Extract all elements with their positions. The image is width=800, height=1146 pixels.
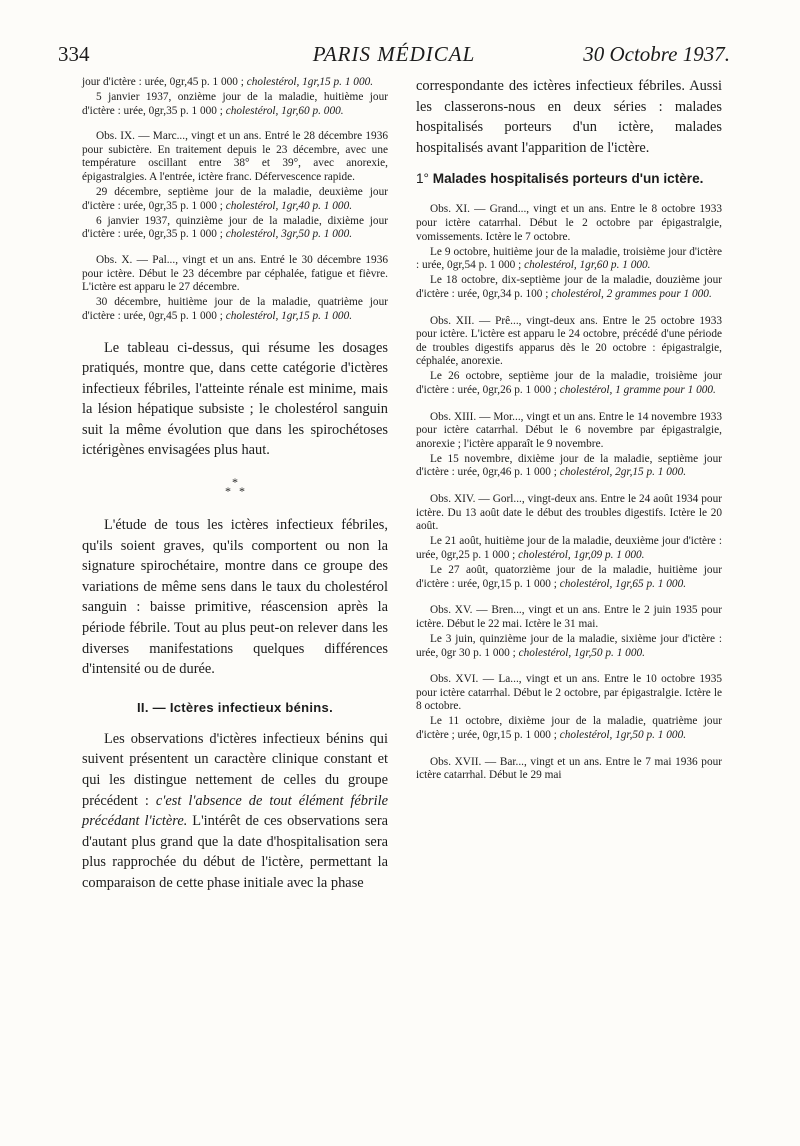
paragraph: 29 décembre, septième jour de la maladie, deuxième jour d'ictère : urée, 0gr,35 p. 1 000 ; cholestérol, 1gr,40 p. 1 000. [82,186,388,212]
observation-x: Obs. X. — Pal..., vingt et un ans. Entré le 30 décembre 1936 pour ictère. Début le 23 décembre par céphalée, fatigue et fièvre. L'ictère est apparu le 27 décembre. [82,254,388,294]
body-paragraph: Le tableau ci-dessus, qui résume les dosages pratiqués, montre que, dans cette catégorie d'ictères infectieux fébriles, l'atteinte rénale est minime, mais la lésion hépatique subsiste ; le cholestérol sanguin suit la même évolution que dans les spirochétoses ictérigènes envisagées plus haut. [82,339,388,459]
observation-xv: Obs. XV. — Bren..., vingt et un ans. Entre le 2 juin 1935 pour ictère. Début le 22 mai. Ictère le 31 mai. [416,604,722,630]
paragraph: 30 décembre, huitième jour de la maladie, quatrième jour d'ictère : urée, 0gr,45 p. 1 000 ; cholestérol, 1gr,15 p. 1 000. [82,296,388,322]
observation-xvii: Obs. XVII. — Bar..., vingt et un ans. Entre le 7 mai 1936 pour ictère catarrhal. Début le 29 mai [416,755,722,782]
paragraph: Le 11 octobre, dixième jour de la maladie, quatrième jour d'ictère ; urée, 0gr,15 p. 1 000 ; cholestérol, 1gr,50 p. 1 000. [416,715,722,741]
paragraph: Le 26 octobre, septième jour de la maladie, troisième jour d'ictère : urée, 0gr,26 p. 1 000 ; cholestérol, 1 gramme pour 1 000. [416,370,722,396]
observation-xiv: Obs. XIV. — Gorl..., vingt-deux ans. Entre le 24 août 1934 pour ictère. Du 13 août date le début des troubles digestifs. Ictère le 20 août. [416,493,722,533]
subsection-heading: 1° Malades hospitalisés porteurs d'un ictère. [416,171,704,187]
page-header [58,42,730,72]
body-paragraph: correspondante des ictères infectieux fébriles. Aussi les classerons-nous en deux séries : malades hospitalisés porteurs d'un ictère, malades hospitalisés avant l'apparition de l'ictère. [416,78,722,156]
paragraph: Le 15 novembre, dixième jour de la maladie, septième jour d'ictère : urée, 0gr,46 p. 1 000 ; cholestérol, 2gr,15 p. 1 000. [416,452,722,479]
left-column [82,76,388,894]
paragraph: 5 janvier 1937, onzième jour de la maladie, huitième jour d'ictère : urée, 0gr,35 p. 1 000 ; cholestérol, 1gr,60 p. 000. [82,91,388,117]
asterism-separator [82,469,388,511]
paragraph: Le 18 octobre, dix-septième jour de la maladie, douzième jour d'ictère : urée, 0gr,34 p. 100 ; cholestérol, 2 grammes pour 1 000. [416,274,722,300]
page-number: 334 [58,42,90,66]
paragraph: Le 9 octobre, huitième jour de la maladie, troisième jour d'ictère : urée, 0gr,54 p. 1 000 ; cholestérol, 1gr,60 p. 1 000. [416,245,722,272]
issue-date: 30 Octobre 1937. [583,42,730,66]
section-heading: II. — Ictères infectieux bénins. [137,699,333,715]
observation-xvi: Obs. XVI. — La..., vingt et un ans. Entre le 10 octobre 1935 pour ictère catarrhal. Début le 2 octobre, par épigastralgie. Ictère le 8 octobre. [416,673,722,713]
observation-xii: Obs. XII. — Prê..., vingt-deux ans. Entre le 25 octobre 1933 pour ictère. L'ictère est apparu le 24 octobre, précédé d'une période de troubles digestifs apparus dès le 20 octobre : épigastralgie, céphalée, anorexie. [416,314,722,368]
observation-xi: Obs. XI. — Grand..., vingt et un ans. Entre le 8 octobre 1933 pour ictère catarrhal. Début le 2 octobre par épigastralgie, vomissements. Ictère le 7 octobre. [416,203,722,243]
paragraph: Le 21 août, huitième jour de la maladie, deuxième jour d'ictère : urée, 0gr,25 p. 1 000 ; cholestérol, 1gr,09 p. 1 000. [416,535,722,561]
paragraph: jour d'ictère : urée, 0gr,45 p. 1 000 ; cholestérol, 1gr,15 p. 1 000. [82,76,374,88]
body-paragraph: Les observations d'ictères infectieux bénins qui suivent présentent un caractère clinique constant et qui les distingue nettement de celles du groupe précédent : c'est l'absence de tout élément fébrile précédant l'ictère. L'intérêt de ces observations sera d'autant plus grand que la date d'hospitalisation sera plus rapprochée du début de l'ictère, permettant la comparaison de cette phase initiale avec la phase [82,730,388,891]
observation-xiii: Obs. XIII. — Mor..., vingt et un ans. Entre le 14 novembre 1933 pour ictère catarrhal. Début le 6 novembre par épigastralgie, anorexie ; l'ictère apparaît le 9 novembre. [416,410,722,450]
right-column [416,76,722,783]
asterisk: * [232,475,238,490]
paragraph: 6 janvier 1937, quinzième jour de la maladie, dixième jour d'ictère : urée, 0gr,35 p. 1 000 ; cholestérol, 3gr,50 p. 1 000. [82,214,388,241]
asterisk: * [225,484,231,499]
body-paragraph: L'étude de tous les ictères infectieux fébriles, qu'ils soient graves, qu'ils comportent ou non la signature spirochétaire, montre dans ce groupe des variations de même sens dans le taux du cholestérol sanguin : baisse primitive, réascension après la période fébrile. Tout au plus peut-on relever dans les diverses manifestations quelques différences d'intensité ou de durée. [82,517,388,678]
paragraph: Le 3 juin, quinzième jour de la maladie, sixième jour d'ictère : urée, 0gr 30 p. 1 000 ; cholestérol, 1gr,50 p. 1 000. [416,632,722,659]
paragraph: Le 27 août, quatorzième jour de la maladie, huitième jour d'ictère : urée, 0gr,15 p. 1 000 ; cholestérol, 1gr,65 p. 1 000. [416,564,722,590]
journal-title: PARIS MÉDICAL [312,42,476,66]
observation-ix: Obs. IX. — Marc..., vingt et un ans. Entré le 28 décembre 1936 pour subictère. En traitement depuis le 23 décembre, avec une température oscillant entre 38° et 39°, avec anorexie, épigastralgies. A l'entrée, ictère franc. Défervescence rapide. [82,130,388,184]
asterisk: * [239,484,245,499]
